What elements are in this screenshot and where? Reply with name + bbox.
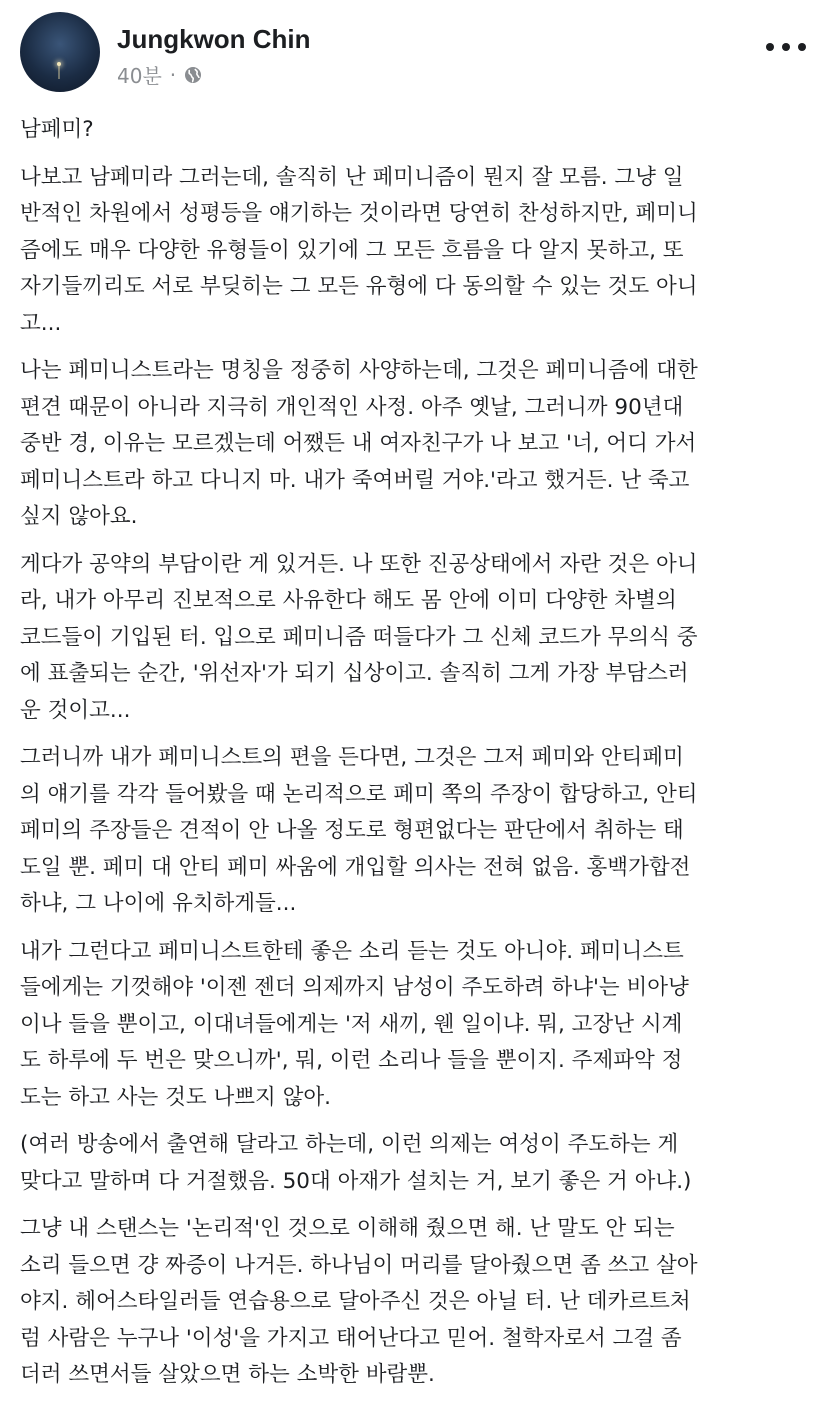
post-text-line: 더러 쓰면서들 살았으면 하는 소박한 바람뿐.	[20, 1362, 435, 1387]
post-text-line: 그러니까 내가 페미니스트의 편을 든다면, 그것은 그저 페미와 안티페미	[20, 745, 684, 770]
post-paragraph	[20, 353, 812, 536]
post-text-line: 도는 하고 사는 것도 나쁘지 않아.	[20, 1084, 332, 1110]
post-text-line: 반적인 차원에서 성평등을 얘기하는 것이라면 당연히 찬성하지만, 페미니	[20, 201, 698, 226]
avatar-light	[57, 62, 61, 66]
post-text-line: 의 얘기를 각각 들어봤을 때 논리적으로 페미 쪽의 주장이 합당하고, 안티	[20, 781, 698, 807]
post-time[interactable]: 40분	[117, 64, 162, 88]
avatar[interactable]	[20, 12, 100, 92]
globe-icon[interactable]	[184, 66, 202, 84]
post-paragraph	[20, 740, 812, 923]
post-body	[20, 112, 812, 1405]
post-paragraph	[20, 934, 812, 1117]
post-text-line: 고...	[20, 310, 62, 336]
post-text-line: 라, 내가 아무리 진보적으로 사유한다 해도 몸 안에 이미 다양한 차별의	[20, 588, 677, 613]
post-paragraph	[20, 160, 812, 343]
post-paragraph	[20, 547, 812, 730]
post-text-line: 편견 때문이 아니라 지극히 개인적인 사정. 아주 옛날, 그러니까 90년대	[20, 394, 684, 420]
avatar-mast	[58, 65, 60, 79]
post-text-line: 나는 페미니스트라는 명칭을 정중히 사양하는데, 그것은 페미니즘에 대한	[20, 358, 698, 383]
meta-separator: ·	[169, 62, 177, 87]
post-text-line: 에 표출되는 순간, '위선자'가 되기 십상이고. 솔직히 그게 가장 부담스러	[20, 661, 689, 686]
post-paragraph	[20, 112, 812, 149]
post-text-line: 게다가 공약의 부담이란 게 있거든. 나 또한 진공상태에서 자란 것은 아니	[20, 551, 698, 577]
post-text-line: 싶지 않아요.	[20, 504, 138, 529]
post-text-line: 이나 들을 뿐이고, 이대녀들에게는 '저 새끼, 웬 일이냐. 뭐, 고장난 시계	[20, 1011, 683, 1037]
author-name[interactable]: Jungkwon Chin	[117, 24, 311, 54]
post-text-line: 즘에도 매우 다양한 유형들이 있기에 그 모든 흐름을 다 알지 못하고, 또	[20, 237, 684, 263]
post-text-line: 럼 사람은 누구나 '이성'을 가지고 태어난다고 믿어. 철학자로서 그걸 좀	[20, 1325, 682, 1351]
post-header	[0, 0, 828, 100]
post-text-line: 내가 그런다고 페미니스트한테 좋은 소리 듣는 것도 아니야. 페미니스트	[20, 938, 684, 964]
post-text-line: 하냐, 그 나이에 유치하게들...	[20, 891, 297, 916]
post-meta	[117, 60, 202, 89]
more-dot	[798, 43, 806, 51]
post-paragraph	[20, 1127, 812, 1200]
more-options-button[interactable]	[766, 40, 806, 54]
more-dot	[782, 43, 790, 51]
post-text-line: 운 것이고...	[20, 697, 131, 723]
post-text-line: 코드들이 기입된 터. 입으로 페미니즘 떠들다가 그 신체 코드가 무의식 중	[20, 624, 698, 650]
post-text-line: 그냥 내 스탠스는 '논리적'인 것으로 이해해 줬으면 해. 난 말도 안 되는	[20, 1216, 675, 1241]
post-text-line: 나보고 남페미라 그러는데, 솔직히 난 페미니즘이 뭔지 잘 모름. 그냥 일	[20, 164, 684, 190]
post-text-line: 도일 뿐. 페미 대 안티 페미 싸움에 개입할 의사는 전혀 없음. 홍백가합전	[20, 854, 691, 880]
post-text-line: 소리 들으면 걍 짜증이 나거든. 하나님이 머리를 달아줬으면 좀 쓰고 살아	[20, 1252, 698, 1278]
more-dot	[766, 43, 774, 51]
post-text-line: 자기들끼리도 서로 부딪히는 그 모든 유형에 다 동의할 수 있는 것도 아니	[20, 274, 698, 299]
post-text-line: (여러 방송에서 출연해 달라고 하는데, 이런 의제는 여성이 주도하는 게	[20, 1132, 679, 1157]
post-text-line: 들에게는 기껏해야 '이젠 젠더 의제까지 남성이 주도하려 하냐'는 비아냥	[20, 975, 689, 1000]
post-text-line: 페미의 주장들은 견적이 안 나올 정도로 형편없다는 판단에서 취하는 태	[20, 818, 684, 843]
post-text-line: 도 하루에 두 번은 맞으니까', 뭐, 이런 소리나 들을 뿐이지. 주제파악 정	[20, 1048, 683, 1073]
post-paragraph	[20, 1211, 812, 1394]
post-text-line: 맞다고 말하며 다 거절했음. 50대 아재가 설치는 거, 보기 좋은 거 아냐.)	[20, 1168, 692, 1194]
post-text-line: 중반 경, 이유는 모르겠는데 어쨌든 내 여자친구가 나 보고 '너, 어디 가서	[20, 431, 697, 456]
post-text-line: 야지. 헤어스타일러들 연습용으로 달아주신 것은 아닐 터. 난 데카르트처	[20, 1289, 691, 1314]
post-text-line: 페미니스트라 하고 다니지 마. 내가 죽여버릴 거야.'라고 했거든. 난 죽고	[20, 467, 690, 493]
post-text-line: 남페미?	[20, 117, 94, 142]
